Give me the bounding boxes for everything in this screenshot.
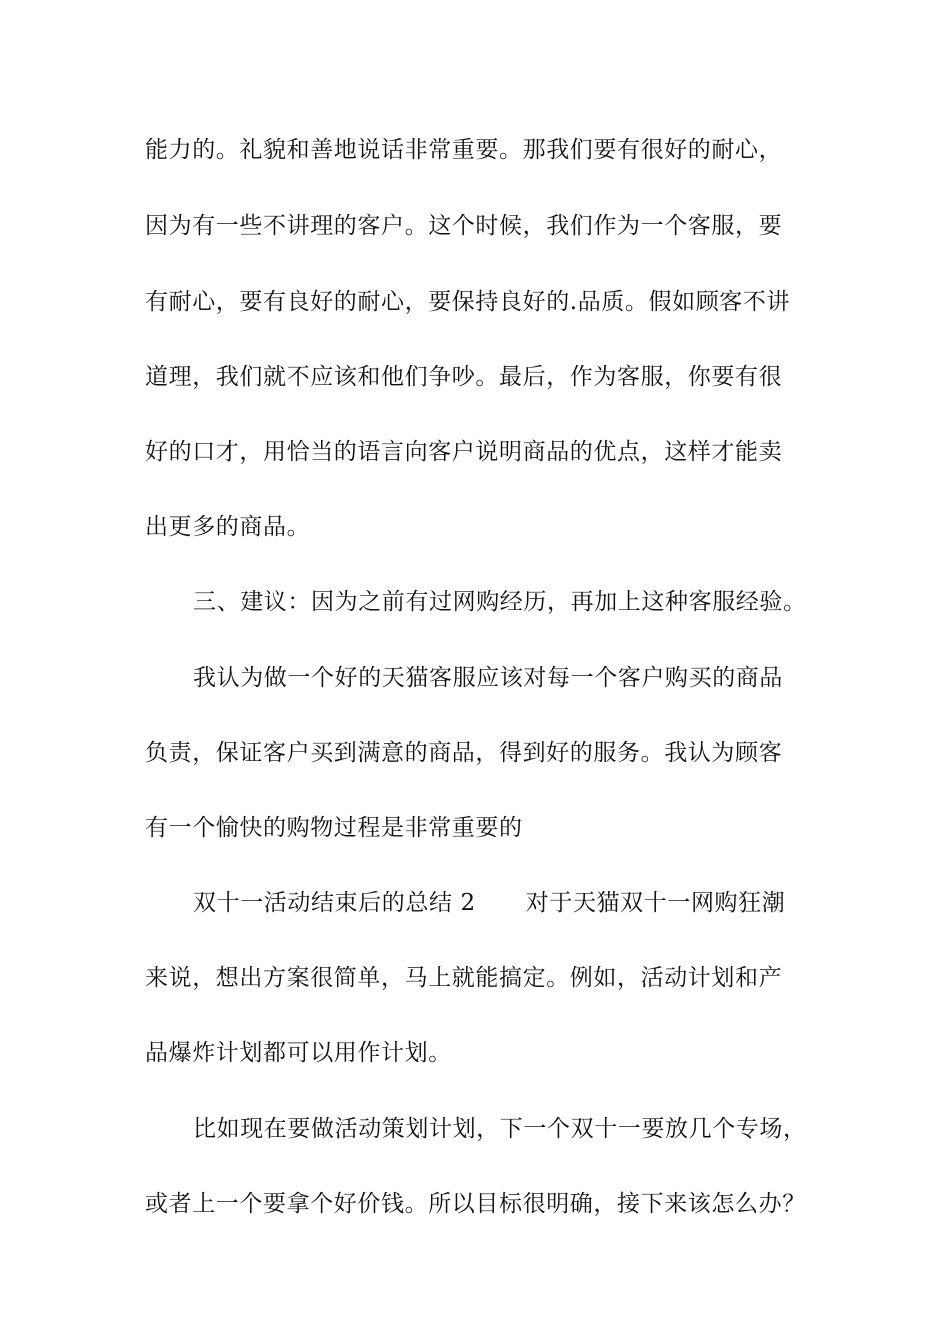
paragraph-line: 有耐心，要有良好的耐心，要保持良好的.品质。假如顾客不讲: [145, 289, 791, 315]
paragraph-line: 比如现在要做活动策划计划，下一个双十一要放几个专场，: [193, 1116, 807, 1142]
paragraph-line: 品爆炸计划都可以用作计划。: [145, 1040, 452, 1066]
summary-intro: 对于天猫双十一网购狂潮: [525, 890, 786, 916]
paragraph-line: 来说，想出方案很简单，马上就能搞定。例如，活动计划和产: [145, 965, 783, 991]
paragraph-line: 能力的。礼貌和善地说话非常重要。那我们要有很好的耐心，: [145, 137, 783, 163]
paragraph-line: 道理，我们就不应该和他们争吵。最后，作为客服，你要有很: [145, 364, 783, 390]
paragraph-line: 我认为做一个好的天猫客服应该对每一个客户购买的商品: [193, 665, 783, 691]
paragraph-line: 有一个愉快的购物过程是非常重要的: [145, 815, 523, 841]
section-heading-suggestion: 三、建议：因为之前有过网购经历，再加上这种客服经验。: [193, 589, 807, 615]
paragraph-line: 出更多的商品。: [145, 514, 311, 540]
paragraph-line: 负责，保证客户买到满意的商品，得到好的服务。我认为顾客: [145, 740, 783, 766]
summary-heading-line: [193, 887, 873, 919]
summary-title: 双十一活动结束后的总结 2: [193, 890, 476, 916]
paragraph-line: 因为有一些不讲理的客户。这个时候，我们作为一个客服，要: [145, 213, 783, 239]
paragraph-line: 或者上一个要拿个好价钱。所以目标很明确，接下来该怎么办？: [145, 1191, 806, 1217]
paragraph-line: 好的口才，用恰当的语言向客户说明商品的优点，这样才能卖: [145, 439, 783, 465]
